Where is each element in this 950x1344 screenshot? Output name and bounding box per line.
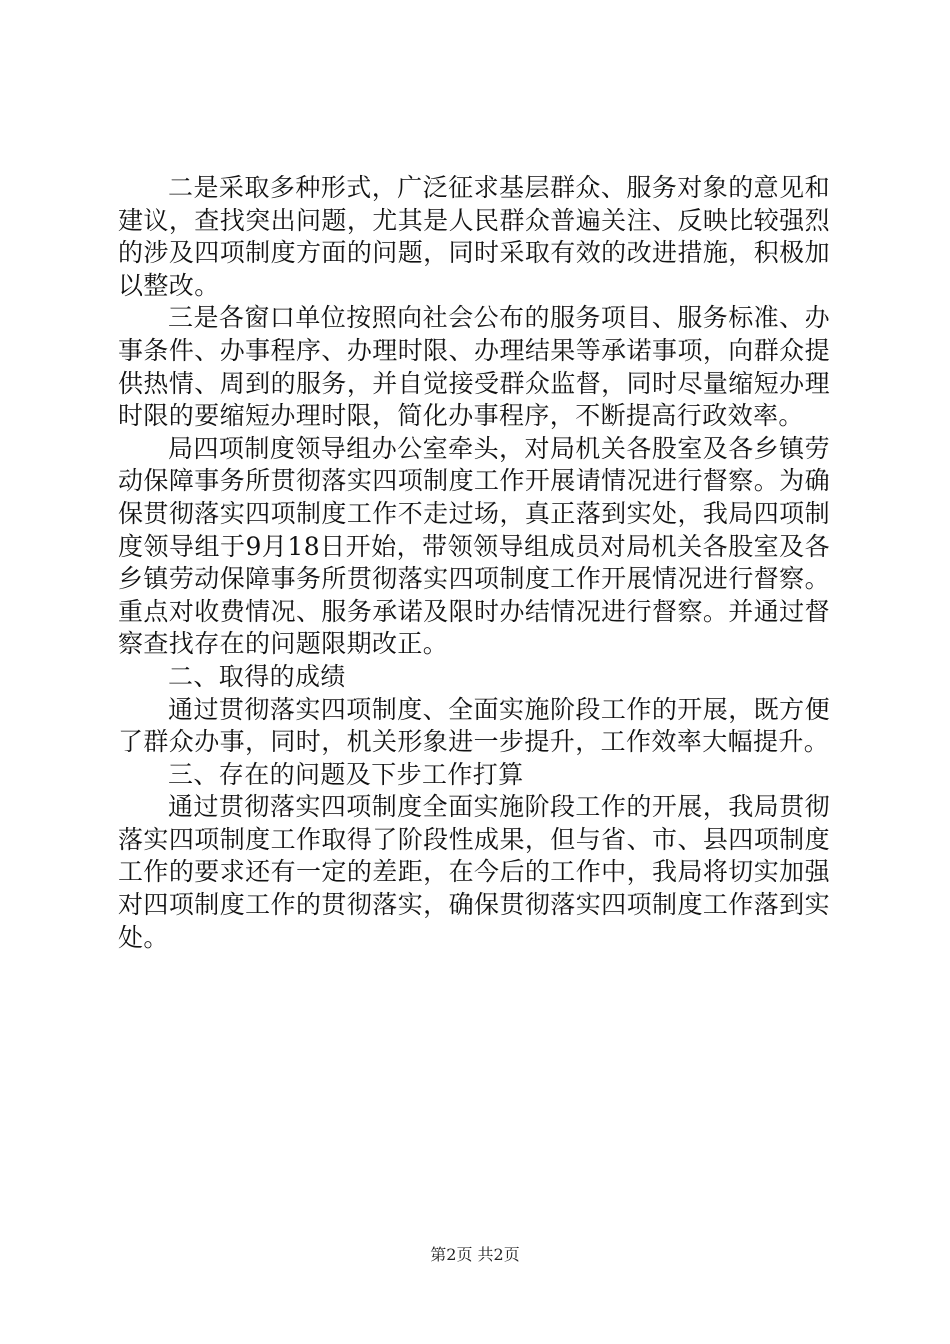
- paragraph-measure-2: 二是采取多种形式，广泛征求基层群众、服务对象的意见和建议，查找突出问题，尤其是人民群众普遍关注、反映比较强烈的涉及四项制度方面的问题，同时采取有效的改进措施，积极加以整改。: [118, 173, 830, 300]
- section-heading-achievements: 二、取得的成绩: [168, 661, 346, 691]
- section-heading-problems-plans: 三、存在的问题及下步工作打算: [168, 759, 524, 789]
- paragraph-measure-3: 三是各窗口单位按照向社会公布的服务项目、服务标准、办事条件、办事程序、办理时限、办理结果等承诺事项，向群众提供热情、周到的服务，并自觉接受群众监督，同时尽量缩短办理时限的要缩短办理时限，简化办事程序，不断提高行政效率。: [118, 303, 830, 431]
- document-body: [118, 172, 830, 954]
- paragraph-supervision: 局四项制度领导组办公室牵头，对局机关各股室及各乡镇劳动保障事务所贯彻落实四项制度工作开展请情况进行督察。为确保贯彻落实四项制度工作不走过场，真正落到实处，我局四项制度领导组于9月18日开始，带领领导组成员对局机关各股室及各乡镇劳动保障事务所贯彻落实四项制度工作开展情况进行督察。重点对收费情况、服务承诺及限时办结情况进行督察。并通过督察查找存在的问题限期改正。: [118, 433, 830, 659]
- page-number-footer: 第2页 共2页: [430, 1245, 520, 1264]
- paragraph-achievements: 通过贯彻落实四项制度、全面实施阶段工作的开展，既方便了群众办事，同时，机关形象进一步提升，工作效率大幅提升。: [118, 694, 830, 757]
- paragraph-problems-plans: 通过贯彻落实四项制度全面实施阶段工作的开展，我局贯彻落实四项制度工作取得了阶段性成果，但与省、市、县四项制度工作的要求还有一定的差距，在今后的工作中，我局将切实加强对四项制度工作的贯彻落实，确保贯彻落实四项制度工作落到实处。: [118, 792, 830, 952]
